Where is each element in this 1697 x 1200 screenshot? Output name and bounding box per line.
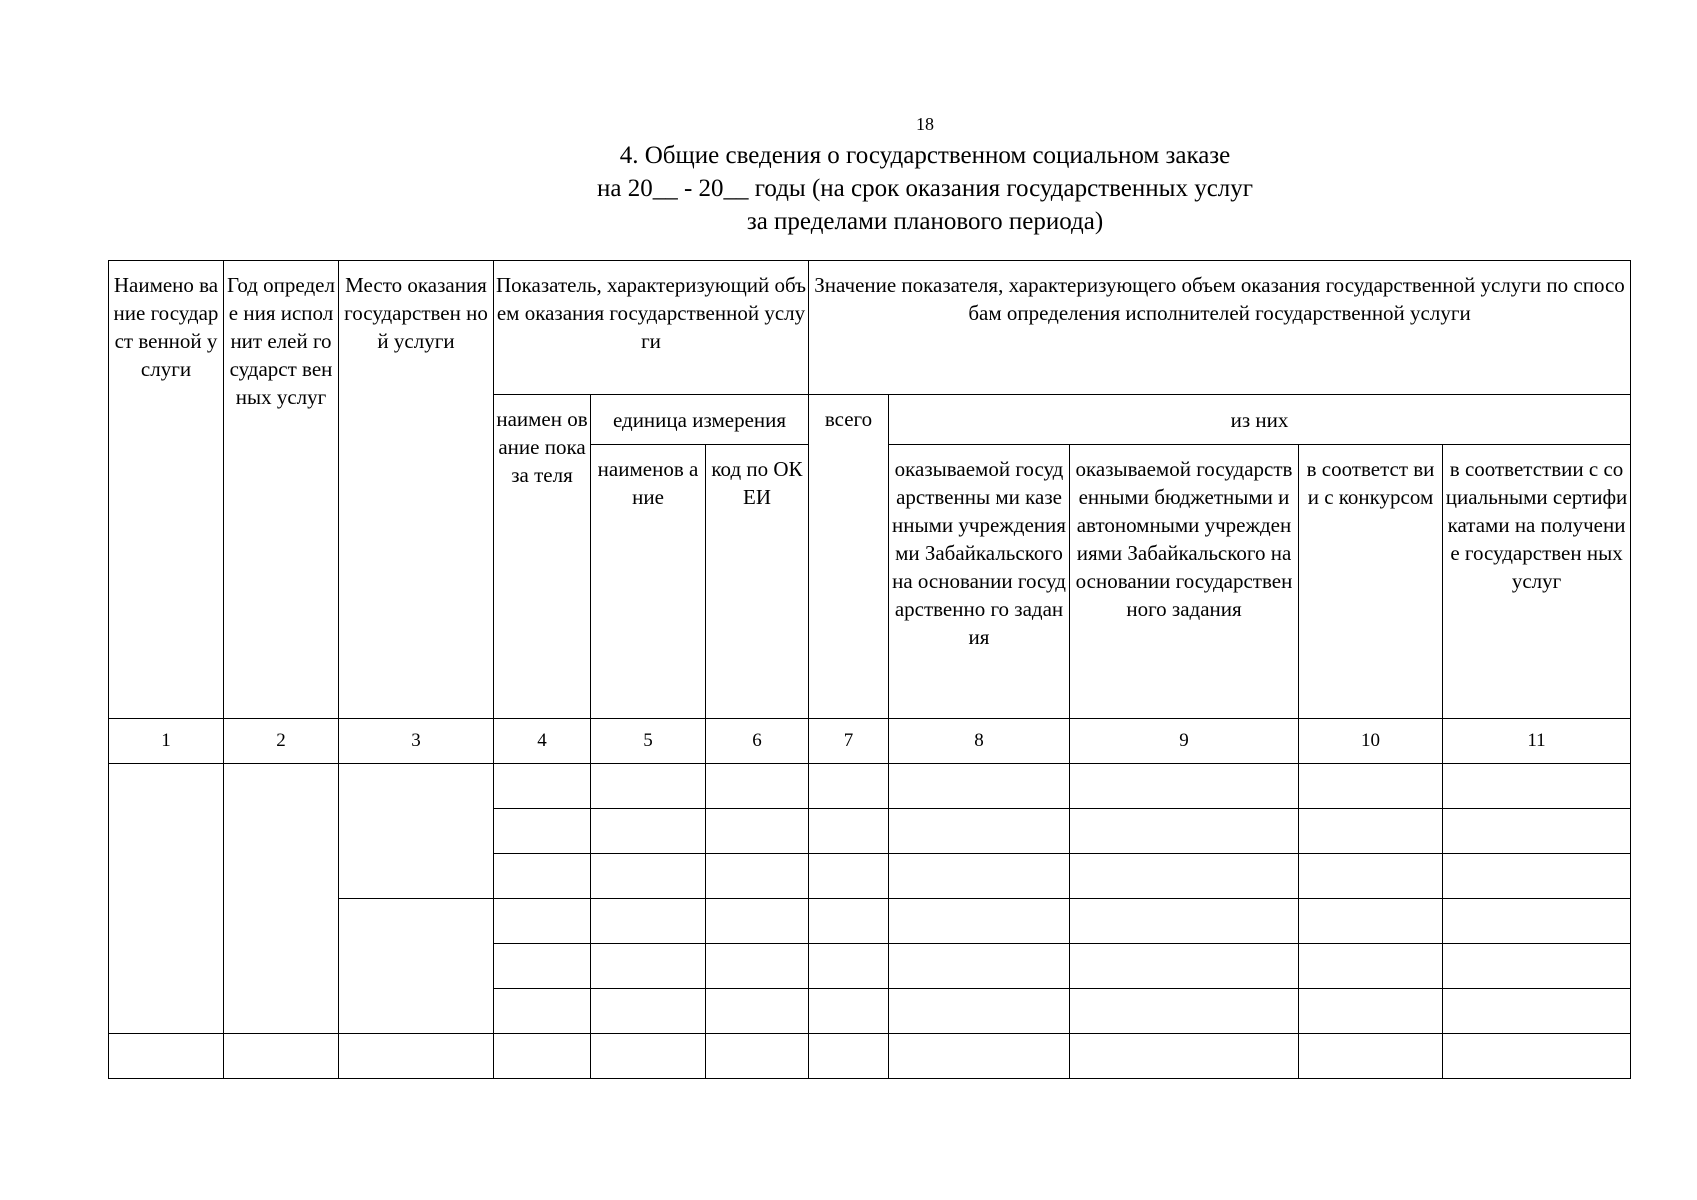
empty-cell[interactable] (591, 989, 706, 1034)
empty-cell[interactable] (109, 1034, 224, 1079)
social-order-table (108, 260, 1631, 1079)
empty-cell[interactable] (1443, 944, 1631, 989)
header-okei-code: код по ОКЕИ (706, 445, 809, 719)
empty-cell[interactable] (809, 764, 889, 809)
empty-cell[interactable] (706, 944, 809, 989)
column-number: 1 (109, 719, 224, 764)
empty-cell[interactable] (591, 764, 706, 809)
header-indicator-group: Показатель, характеризующий объем оказания государственной услуги (494, 261, 809, 395)
header-unit-name: наименов ание (591, 445, 706, 719)
header-total: всего (809, 395, 889, 719)
empty-cell[interactable] (706, 854, 809, 899)
column-number: 11 (1443, 719, 1631, 764)
empty-cell[interactable] (339, 764, 494, 899)
empty-cell[interactable] (494, 764, 591, 809)
header-year: Год определе ния исполнит елей государст венных услуг (224, 261, 339, 719)
empty-cell[interactable] (809, 854, 889, 899)
empty-cell[interactable] (1070, 1034, 1299, 1079)
empty-cell[interactable] (1443, 1034, 1631, 1079)
header-place: Место оказания государствен ной услуги (339, 261, 494, 719)
empty-cell[interactable] (494, 809, 591, 854)
header-by-certificates: в соответствии с социальными сертификатами на получение государствен ных услуг (1443, 445, 1631, 719)
empty-cell[interactable] (889, 854, 1070, 899)
title-line-1: 4. Общие сведения о государственном социальном заказе (619, 142, 1231, 169)
empty-cell[interactable] (706, 764, 809, 809)
column-number: 9 (1070, 719, 1299, 764)
empty-cell[interactable] (1070, 854, 1299, 899)
empty-cell[interactable] (494, 899, 591, 944)
empty-cell[interactable] (1070, 809, 1299, 854)
empty-cell[interactable] (1299, 899, 1443, 944)
empty-cell[interactable] (1299, 944, 1443, 989)
empty-cell[interactable] (1299, 764, 1443, 809)
header-value-group: Значение показателя, характеризующего объем оказания государственной услуги по способам определения исполнителей государственной услуги (809, 261, 1631, 395)
empty-cell[interactable] (591, 944, 706, 989)
title-line-2: на 20__ - 20__ годы (на срок оказания государственных услуг (596, 175, 1254, 202)
empty-cell[interactable] (224, 764, 339, 1034)
empty-cell[interactable] (1299, 854, 1443, 899)
header-indicator-name: наимен ование показа теля (494, 395, 591, 719)
column-number: 2 (224, 719, 339, 764)
empty-cell[interactable] (889, 899, 1070, 944)
empty-cell[interactable] (494, 989, 591, 1034)
empty-cell[interactable] (809, 1034, 889, 1079)
header-service-name: Наимено вание государст венной услуги (109, 261, 224, 719)
header-row-1 (109, 261, 1631, 395)
empty-cell[interactable] (591, 809, 706, 854)
empty-cell[interactable] (1443, 809, 1631, 854)
header-of-which: из них (889, 395, 1631, 445)
empty-cell[interactable] (889, 989, 1070, 1034)
empty-cell[interactable] (494, 854, 591, 899)
empty-cell[interactable] (339, 1034, 494, 1079)
column-number: 10 (1299, 719, 1443, 764)
empty-cell[interactable] (1070, 764, 1299, 809)
empty-cell[interactable] (1299, 809, 1443, 854)
empty-cell[interactable] (1070, 944, 1299, 989)
empty-cell[interactable] (1443, 764, 1631, 809)
empty-cell[interactable] (109, 764, 224, 1034)
empty-cell[interactable] (1443, 989, 1631, 1034)
page-number: 18 (916, 114, 934, 134)
empty-cell[interactable] (889, 944, 1070, 989)
column-number: 7 (809, 719, 889, 764)
table-row (109, 764, 1631, 809)
column-number: 3 (339, 719, 494, 764)
section-title (0, 139, 1697, 238)
column-number: 8 (889, 719, 1070, 764)
empty-cell[interactable] (339, 899, 494, 1034)
empty-cell[interactable] (1443, 899, 1631, 944)
empty-cell[interactable] (809, 944, 889, 989)
empty-cell[interactable] (1443, 854, 1631, 899)
empty-cell[interactable] (591, 899, 706, 944)
column-number: 5 (591, 719, 706, 764)
empty-cell[interactable] (889, 1034, 1070, 1079)
empty-cell[interactable] (1299, 989, 1443, 1034)
header-unit-group: единица измерения (591, 395, 809, 445)
header-by-competition: в соответст вии с конкурсом (1299, 445, 1443, 719)
column-number: 6 (706, 719, 809, 764)
empty-cell[interactable] (889, 809, 1070, 854)
column-numbers-row (109, 719, 1631, 764)
empty-cell[interactable] (809, 899, 889, 944)
empty-cell[interactable] (706, 899, 809, 944)
empty-cell[interactable] (591, 854, 706, 899)
column-number: 4 (494, 719, 591, 764)
title-line-3: за пределами планового периода) (746, 208, 1104, 235)
empty-cell[interactable] (494, 944, 591, 989)
header-by-budget-institutions: оказываемой государственными бюджетными и автономными учреждениями Забайкальского на основании государственного задания (1070, 445, 1299, 719)
table-row (109, 1034, 1631, 1079)
empty-cell[interactable] (889, 764, 1070, 809)
empty-cell[interactable] (809, 989, 889, 1034)
empty-cell[interactable] (809, 809, 889, 854)
empty-cell[interactable] (494, 1034, 591, 1079)
empty-cell[interactable] (706, 809, 809, 854)
empty-cell[interactable] (706, 1034, 809, 1079)
empty-cell[interactable] (1070, 989, 1299, 1034)
header-by-state-institutions: оказываемой государственны ми казенными учреждениями Забайкальского на основании государственно го задания (889, 445, 1070, 719)
empty-cell[interactable] (224, 1034, 339, 1079)
empty-cell[interactable] (1070, 899, 1299, 944)
empty-cell[interactable] (706, 989, 809, 1034)
empty-cell[interactable] (1299, 1034, 1443, 1079)
empty-cell[interactable] (591, 1034, 706, 1079)
